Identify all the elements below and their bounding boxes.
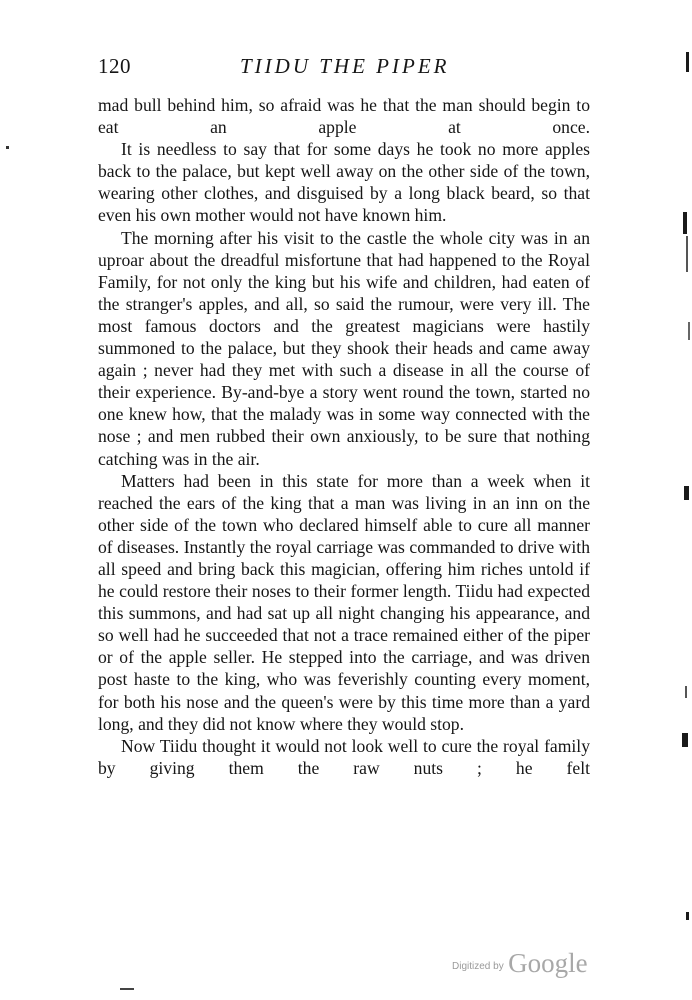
running-title: TIIDU THE PIPER: [240, 54, 450, 78]
paragraph: It is needless to say that for some days he took no more apples back to the palace, but kept well away on the other side of the town, wearing other clothes, and disguised by a long black beard, so that even his own mother would not have known him.: [98, 139, 590, 226]
page-header: [98, 52, 590, 82]
scan-edge-mark: [686, 236, 688, 272]
scan-edge-mark: [686, 912, 689, 920]
scan-edge-mark: [682, 733, 688, 747]
digitization-watermark: [452, 948, 588, 979]
paragraph-continuation: mad bull behind him, so afraid was he that the man should begin to eat an apple at once.: [98, 95, 590, 138]
scan-edge-mark: [684, 486, 689, 500]
page-number: 120: [98, 54, 131, 78]
paragraph: Now Tiidu thought it would not look well to cure the royal family by giving them the raw nuts ; he felt: [98, 735, 590, 778]
scan-speck: [120, 988, 134, 990]
google-logo-text: Google: [508, 948, 588, 978]
scan-edge-mark: [683, 212, 687, 234]
scan-edge-mark: [685, 686, 687, 698]
scan-edge-mark: [686, 52, 689, 72]
paragraph: Matters had been in this state for more than a week when it reached the ears of the king that a man was living in an inn on the other side of the town who declared himself able to cure all manner of diseases. Instantly the royal carriage was commanded to drive with all speed and bring back this magician, offering him riches untold if he could restore their noses to their former length. Tiidu had expected this summons, and had sat up all night changing his appearance, and so well had he succeeded that not a trace remained either of the piper or of the apple seller. He stepped into the carriage, and was driven post haste to the king, who was feverishly counting every moment, for both his nose and the queen's were by this time more than a yard long, and they did not know where they would stop.: [98, 470, 590, 734]
body-text: [98, 94, 590, 779]
scan-edge-mark: [688, 322, 690, 340]
scan-speck: [6, 146, 9, 149]
paragraph: The morning after his visit to the castle the whole city was in an uproar about the dreadful misfortune that had happened to the Royal Family, for not only the king but his wife and children, had eaten of the stranger's apples, and all, so said the rumour, were very ill. The most famous doctors and the greatest magicians were hastily summoned to the palace, but they shook their heads and came away again ; never had they met with such a disease in all the course of their experience. By-and-bye a story went round the town, started no one knew how, that the malady was in some way connected with the nose ; and men rubbed their own anxiously, to be sure that nothing catching was in the air.: [98, 227, 590, 469]
watermark-prefix: Digitized by: [452, 961, 504, 972]
